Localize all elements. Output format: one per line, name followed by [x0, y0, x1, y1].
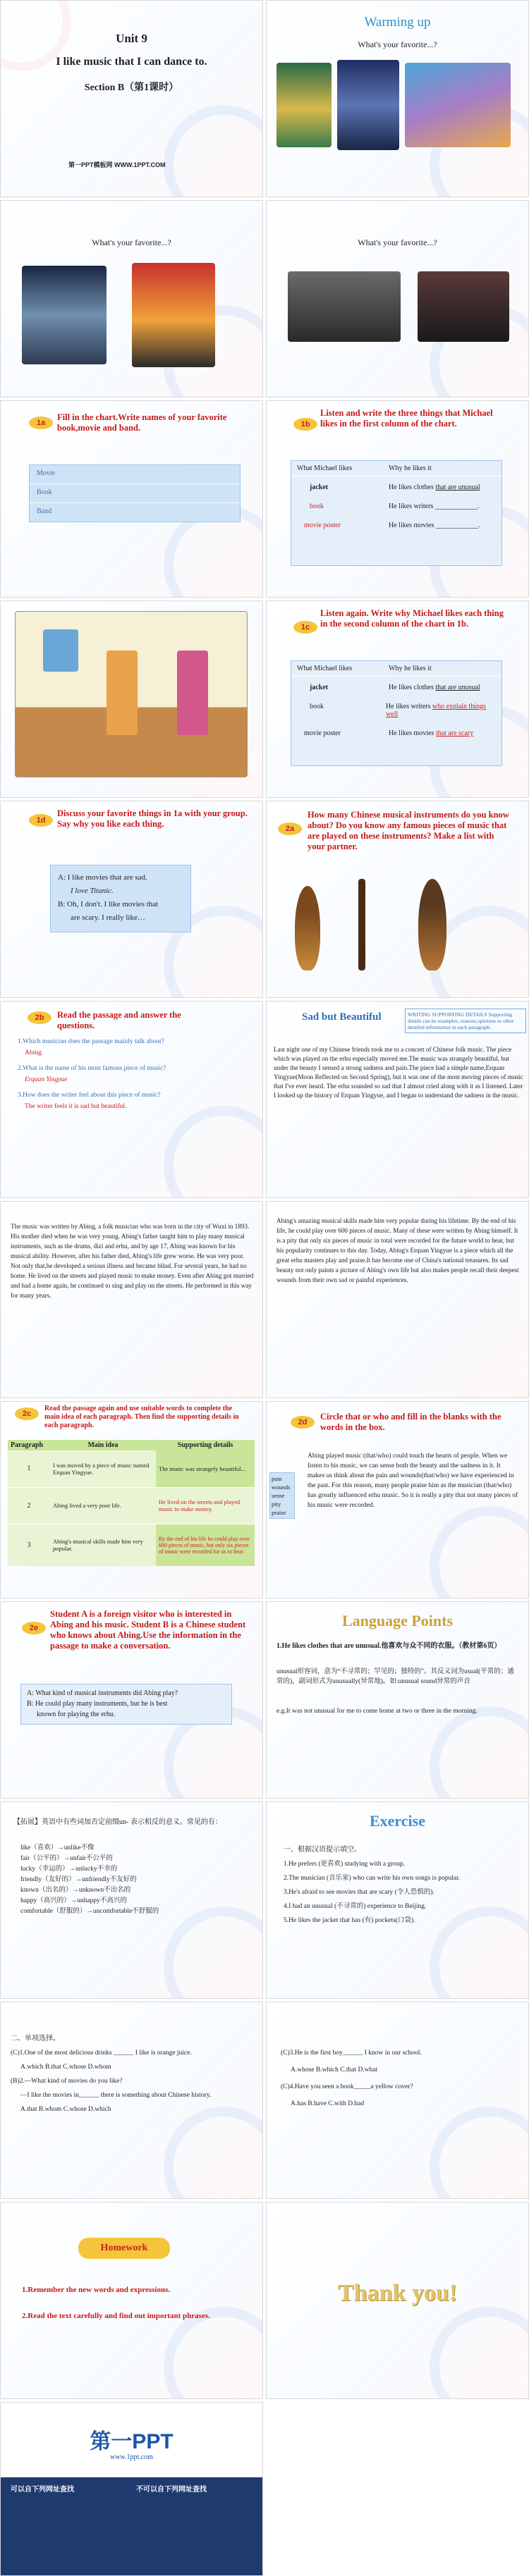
- slide-movies: [0, 200, 263, 398]
- question-text: What's your favorite...?: [358, 238, 437, 247]
- main-idea-cell: Abing lived a very poor life.: [53, 1502, 121, 1509]
- slide-brand: [0, 2402, 263, 2576]
- slide-warming-up: [266, 0, 529, 197]
- exercise-item: 4.I had an unusual (不寻常的) experience to Beijing.: [284, 1903, 427, 1910]
- dialog-line: I love Titanic.: [71, 887, 114, 895]
- section-badge: 2e: [22, 1622, 46, 1634]
- detail-cell: By the end of his life he could play over 600 pieces of music, but only six pieces of music were recorded for us to hear.: [156, 1524, 255, 1566]
- word-item: happy（高兴的）→unhappy不高兴的: [20, 1897, 127, 1904]
- answer-1: Abing.: [25, 1049, 44, 1056]
- choice-item: (B)2.—What kind of movies do you like?: [11, 2078, 123, 2085]
- slide-reading-2: [0, 1201, 263, 1398]
- slide-2e: [0, 1601, 263, 1799]
- slide-1d: [0, 801, 263, 998]
- instruction-text: Read the passage and answer the questions.: [57, 1010, 181, 1030]
- exercise-item: 2.The musician (音乐家) who can write his own songs is popular.: [284, 1875, 461, 1882]
- question-text: What's your favorite...?: [358, 39, 437, 49]
- instruction-text: Circle that or who and fill in the blanks with the words in the box.: [320, 1412, 501, 1432]
- instruction-text: Discuss your favorite things in 1a with your group. Say why you like each thing.: [57, 808, 248, 829]
- item-cell: book: [310, 703, 324, 710]
- homework-item: 1.Remember the new words and expressions.: [22, 2286, 171, 2294]
- book-cover-image: [276, 63, 332, 147]
- word-option: pain: [272, 1475, 282, 1482]
- col-header: Why he likes it: [389, 665, 432, 672]
- question-text: What's your favorite...?: [92, 238, 171, 247]
- answer-3: The writer feels it is sad but beautiful.: [25, 1103, 127, 1110]
- word-box: [269, 1472, 295, 1519]
- boy-figure-image: [107, 651, 138, 735]
- exercise-list: [284, 1857, 516, 1928]
- point-line: unusual形容词，意为“不寻常的；罕见的；独特的”。其反义词为usual(平常的；通常的)，副词形式为unusually(异常地)。如:unusual sound异常的声音: [276, 1668, 514, 1685]
- erhu-icon: [358, 879, 365, 970]
- question-2: 2.What is the name of his most famous piece of music?: [18, 1065, 166, 1072]
- reason-cell: He likes clothes that are unusual: [389, 684, 480, 691]
- band-photo-image: [288, 271, 401, 342]
- dialog-box: [20, 1684, 232, 1725]
- section-badge: 2b: [28, 1011, 51, 1024]
- slide-2a: [266, 801, 529, 998]
- left-label: 可以自下列网址查找: [11, 2486, 74, 2494]
- instruction-text: Student A is a foreign visitor who is interested in Abing and his music. Student B is a Chinese student who knows about Abing.Use the information in the passage to make a conversation.: [50, 1609, 246, 1651]
- titanic-poster-image: [22, 266, 107, 364]
- word-item: friendly（友好的）→unfriendly不友好的: [20, 1876, 137, 1883]
- slide-reading-1: [266, 1001, 529, 1198]
- word-item: fair（公平的）→unfair不公平的: [20, 1855, 113, 1862]
- slide-1c: [266, 600, 529, 798]
- slide-listening-picture: [0, 600, 263, 798]
- reason-cell: He likes clothes that are unusual: [389, 483, 480, 491]
- reason-cell: He likes movies that are scary: [389, 729, 474, 737]
- alice-cover-image: [405, 63, 511, 147]
- main-idea-cell: Abing's musical skills made him very popular.: [53, 1538, 143, 1553]
- dialog-box: [50, 865, 191, 932]
- slide-1a: [0, 400, 263, 598]
- passage-paragraph: Abing's amazing musical skills made him very popular during his lifetime. By the end of his life, he could play over 600 pieces of music. Many of these were written by Abing himself. It is a pity that only six pieces of music in total were recorded for the future world to hear, but his popularity continues to this day. Today, Abing's Erquan Yingyue is a piece which all the great erhu masters play and praise.It has become one of China's national treasures. Its sad beauty not only paints a picture of Abing's own life but also makes people recall their deepest wounds from their own sad or painful experiences.: [276, 1217, 519, 1283]
- point-line: e.g.It was not unusual for me to come home at two or three in the morning.: [276, 1708, 478, 1715]
- instruction-text: Fill in the chart.Write names of your favorite book,movie and band.: [57, 412, 227, 433]
- slide-2c: [0, 1401, 263, 1598]
- slide-prefix-un: [0, 1801, 263, 1999]
- passage-title: Sad but Beautiful: [302, 1011, 382, 1023]
- word-item: lucky（幸运的）→unlucky不幸的: [20, 1866, 118, 1873]
- choice-item: A.has B.have C.with D.had: [291, 2100, 365, 2107]
- reason-cell: He likes writers who explain things well: [386, 703, 486, 718]
- section-badge: 1d: [29, 814, 53, 827]
- main-idea-table: [8, 1440, 255, 1566]
- item-cell: book: [310, 503, 324, 510]
- paragraph-cell: 3: [27, 1541, 31, 1549]
- section-label: Section B（第1课时）: [84, 82, 179, 93]
- slide-choice-2: [266, 2002, 529, 2199]
- section-badge: 1a: [29, 417, 53, 429]
- slide-reading-3: [266, 1201, 529, 1398]
- instruction-text: Listen and write the three things that Michael likes in the first column of the chart.: [320, 408, 493, 429]
- slide-homework: [0, 2202, 263, 2399]
- chart-table: [29, 464, 241, 522]
- section-title: Language Points: [341, 1612, 454, 1629]
- section-badge: 2a: [278, 822, 302, 835]
- item-cell: jacket: [310, 684, 329, 691]
- section-badge: 2d: [291, 1416, 315, 1429]
- poster-image: [43, 629, 78, 672]
- slide-2d: [266, 1401, 529, 1598]
- dialog-line: known for playing the erhu.: [37, 1711, 116, 1718]
- homework-item: 2.Read the text carefully and find out important phrases.: [22, 2312, 210, 2320]
- slide-choice-1: [0, 2002, 263, 2199]
- choice-list: [11, 2046, 254, 2116]
- item-cell: movie poster: [304, 729, 341, 737]
- choice-item: A.which B.that C.whose D.whom: [20, 2064, 111, 2071]
- exercise-item: 5.He likes the jacket that has (有) pockets(口袋).: [284, 1917, 415, 1924]
- slide-1b: [266, 400, 529, 598]
- intro-text: 二、单项选择。: [11, 2035, 60, 2042]
- choice-item: (C)4.Have you seen a book_____a yellow cover?: [281, 2083, 413, 2090]
- dialog-line: B: Oh, I don't. I like movies that: [58, 900, 159, 908]
- item-cell: jacket: [310, 483, 329, 491]
- instruction-text: How many Chinese musical instruments do you know about? Do you know any famous pieces of music that are played on these instruments? Make a list with your partner.: [308, 810, 509, 851]
- col-header: What Michael likes: [297, 464, 353, 472]
- dialog-line: A: I like movies that are sad.: [58, 873, 147, 882]
- word-list: [20, 1843, 159, 1917]
- exercise-item: 3.He's afraid to see movies that are scary (令人恐惧的).: [284, 1889, 434, 1896]
- paragraph-cell: 2: [27, 1501, 31, 1510]
- ruan-icon: [418, 879, 446, 970]
- word-option: wounds: [272, 1484, 291, 1491]
- answer-2: Erquan Yingyue: [25, 1076, 68, 1083]
- dialog-line: B: He could play many instruments, but he is best: [27, 1700, 168, 1708]
- kung-fu-panda-poster-image: [132, 263, 215, 367]
- chart-row-movie: Movie: [30, 465, 240, 484]
- question-3: 3.How does the writer feel about this piece of music?: [18, 1092, 161, 1099]
- writing-note: WRITING SUPPORTING DETAILS Supporting details can be examples, reasons,opinions or other detailed information in each paragraph.: [405, 1009, 526, 1033]
- slide-2b: [0, 1001, 263, 1198]
- col-header: Supporting details: [177, 1441, 233, 1449]
- choice-item: (C)3.He is the first boy______ I know in our school.: [281, 2050, 422, 2057]
- col-header: Paragraph: [11, 1441, 44, 1449]
- section-badge: 2c: [15, 1407, 39, 1420]
- slide-exercise: [266, 1801, 529, 1999]
- section-title: Exercise: [369, 1812, 425, 1830]
- brand-footer: [1, 2477, 262, 2576]
- lesson-title: I like music that I can dance to.: [56, 56, 207, 68]
- reason-cell: He likes writers ____________.: [389, 503, 480, 510]
- brand-logo: 第一PPT: [90, 2430, 174, 2453]
- right-label: 不可以自下列网址查找: [136, 2486, 207, 2494]
- col-header: Why he likes it: [389, 464, 432, 472]
- pipa-icon: [295, 886, 320, 970]
- thank-you-title: Thank you!: [337, 2280, 458, 2306]
- homework-banner: Homework: [78, 2238, 170, 2259]
- slide-language-points: [266, 1601, 529, 1799]
- instruction-text: Listen again. Write why Michael likes each thing in the second column of the chart in 1b.: [320, 608, 504, 629]
- word-item: comfortable（舒服的）→uncomfortable不舒服的: [20, 1908, 159, 1915]
- detail-cell: The music was strangely beautiful...: [156, 1450, 255, 1487]
- col-header: What Michael likes: [297, 665, 353, 672]
- reason-cell: He likes movies ____________.: [389, 522, 480, 529]
- word-option: praise: [272, 1509, 286, 1516]
- girl-figure-image: [177, 651, 208, 735]
- section-badge: 1c: [293, 621, 317, 634]
- band-photo-image-2: [418, 271, 509, 342]
- point-line: 1.He likes clothes that are unusual.他喜欢与众不同的衣服。（教材第6页）: [276, 1642, 501, 1650]
- footer-text: 第一PPT模板网 WWW.1PPT.COM: [68, 161, 166, 168]
- main-idea-cell: I was moved by a piece of music named Erquan Yingyue.: [53, 1461, 150, 1476]
- passage-paragraph: The music was written by Abing, a folk musician who was born in the city of Wuxi in 1893. His mother died when he was very young. Abing's father taught him to play many musical instruments, such as the drums, dizi and erhu, and by age 17, Abing was known for his musical ability. However, after his father died, Abing's life grew worse. He was very poor. Not only that,he developed a serious illness and became blind. For several years, he had no home. He lived on the streets and played music to make money. Even after Abing got married and had a home again, he continued to sing and play on the streets. He performed in this way for many years.: [11, 1223, 254, 1299]
- brand-url[interactable]: www.1ppt.com: [109, 2453, 153, 2461]
- choice-item: (C)1.One of the most delicious drinks ______ I like is orange juice.: [11, 2050, 192, 2057]
- col-header: Main idea: [87, 1441, 118, 1449]
- warming-up-heading: Warming up: [364, 15, 431, 30]
- word-item: like（喜欢）→unlike不像: [20, 1844, 95, 1851]
- word-item: known（出名的）→unknown不出名的: [20, 1887, 131, 1894]
- choice-item: A.whose B.which C.that D.what: [291, 2066, 378, 2073]
- intro-text: 一、根据汉语提示填空。: [284, 1846, 361, 1854]
- slide-bands: [266, 200, 529, 398]
- choice-item: —I like the movies in______ there is something about Chinese history.: [20, 2092, 212, 2099]
- harry-potter-cover-image: [337, 60, 399, 150]
- word-option: sense: [272, 1492, 285, 1499]
- chart-table: [291, 660, 502, 766]
- item-cell: movie poster: [304, 522, 341, 529]
- chart-row-band: Band: [37, 507, 52, 515]
- dialog-line: are scary. I really like…: [71, 913, 145, 922]
- choice-list: [281, 2045, 521, 2112]
- intro-text: 【拓展】英语中有些词加否定前缀un- 表示相反的意义。常见的有：: [13, 1818, 222, 1826]
- detail-cell: He lived on the streets and played music to make money.: [159, 1498, 241, 1512]
- chart-table: [291, 460, 502, 566]
- question-1: 1.Which musician does the passage mainly talk about?: [18, 1038, 164, 1045]
- unit-label: Unit 9: [116, 32, 147, 45]
- section-badge: 1b: [293, 418, 317, 431]
- exercise-item: 1.He prefers (更喜欢) studying with a group.: [284, 1861, 406, 1868]
- slide-title: [0, 0, 263, 197]
- passage-paragraph: Last night one of my Chinese friends took me to a concert of Chinese folk music. The piece which was played on the erhu especially moved me.The music was strangely beautiful, but under the beauty I sensed a strong sadness and pain.The piece had a simple name,Erquan Yingyue(Moon Reflected on Second Spring), but it was one of the most moving pieces of music that I've ever heard. The erhu sounded so sad that I almost cried along with it as I listened. Later I looked up the history of Erquan Yingyue, and I began to understand the sadness in the music.: [274, 1046, 523, 1099]
- instruction-text: Read the passage again and use suitable words to complete the main idea of each paragraph. Then find the supporting details in each paragraph.: [44, 1405, 239, 1429]
- slide-thank-you: [266, 2202, 529, 2399]
- paragraph-cell: 1: [27, 1465, 31, 1473]
- choice-item: A.that B.whom C.whose D.which: [20, 2106, 111, 2113]
- dialog-line: A: What kind of musical instruments did Abing play?: [27, 1689, 178, 1697]
- word-option: pity: [272, 1500, 281, 1508]
- fill-paragraph: Abing played music (that/who) could touch the hearts of people. When we listen to his music, we can sense both the beauty and the sadness in it. It makes us think about the pain and wounds(that/who) we have experienced in the past. For this reason, many people praise him as the musician (that/who) has greatly influenced erhu music. So it is really a pity that not many pieces of his music were recorded.: [308, 1453, 518, 1509]
- chart-row-book: Book: [30, 484, 240, 503]
